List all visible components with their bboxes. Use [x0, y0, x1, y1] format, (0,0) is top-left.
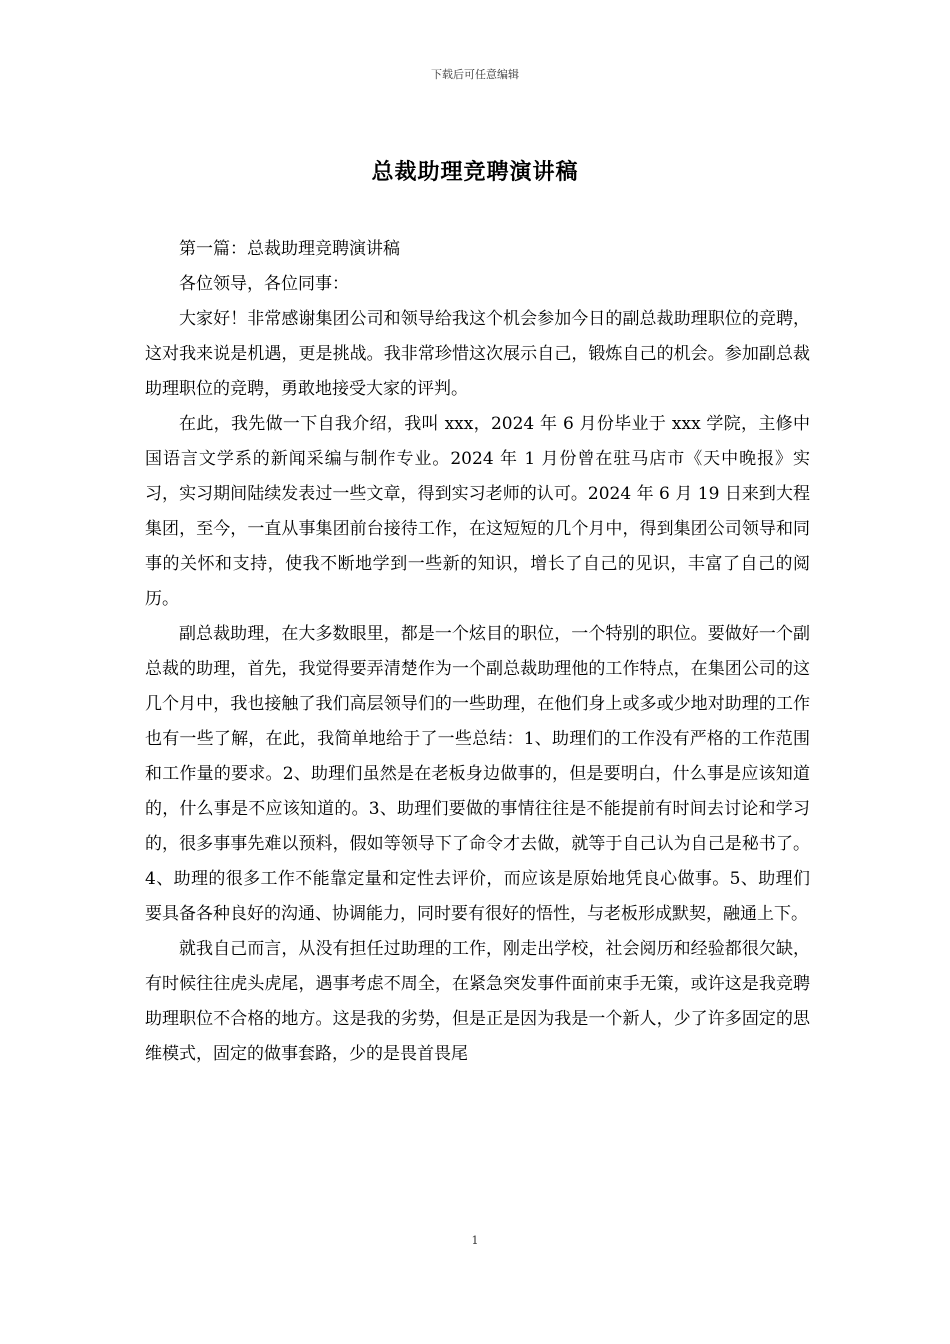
section-heading: 第一篇：总裁助理竞聘演讲稿	[179, 239, 400, 259]
page-number: 1	[471, 1234, 479, 1247]
document-title: 总裁助理竞聘演讲稿	[371, 160, 579, 185]
salutation: 各位领导，各位同事：	[179, 274, 349, 294]
body-paragraph: 在此，我先做一下自我介绍，我叫 xxx，2024 年 6 月份毕业于 xxx 学院，主修中国语言文学系的新闻采编与制作专业。2024 年 1 月份曾在驻马店市《天中晚报》实习，实习期间陆续发表过一些文章，得到实习老师的认可。2024 年 6 月 19 日来到大程集团，至今，一直从事集团前台接待工作，在这短短的几个月中，得到集团公司领导和同事的关怀和支持，使我不断地学到一些新的知识，增长了自己的见识，丰富了自己的阅历。	[145, 414, 810, 609]
body-paragraph: 副总裁助理，在大多数眼里，都是一个炫目的职位，一个特别的职位。要做好一个副总裁的助理，首先，我觉得要弄清楚作为一个副总裁助理他的工作特点，在集团公司的这几个月中，我也接触了我们高层领导们的一些助理，在他们身上或多或少地对助理的工作也有一些了解，在此，我简单地给于了一些总结：1、助理们的工作没有严格的工作范围和工作量的要求。2、助理们虽然是在老板身边做事的，但是要明白，什么事是应该知道的，什么事是不应该知道的。3、助理们要做的事情往往是不能提前有时间去讨论和学习的，很多事事先难以预料，假如等领导下了命令才去做，就等于自己认为自己是秘书了。4、助理的很多工作不能靠定量和定性去评价，而应该是原始地凭良心做事。5、助理们要具备各种良好的沟通、协调能力，同时要有很好的悟性，与老板形成默契，融通上下。	[145, 624, 810, 924]
body-paragraph: 就我自己而言，从没有担任过助理的工作，刚走出学校，社会阅历和经验都很欠缺，有时候往往虎头虎尾，遇事考虑不周全，在紧急突发事件面前束手无策，或许这是我竞聘助理职位不合格的地方。这是我的劣势，但是正是因为我是一个新人，少了许多固定的思维模式，固定的做事套路，少的是畏首畏尾	[145, 939, 810, 1064]
document-body	[145, 232, 810, 1072]
body-paragraph: 大家好！非常感谢集团公司和领导给我这个机会参加今日的副总裁助理职位的竞聘，这对我来说是机遇，更是挑战。我非常珍惜这次展示自己，锻炼自己的机会。参加副总裁助理职位的竞聘，勇敢地接受大家的评判。	[145, 309, 810, 399]
header-note: 下载后可任意编辑	[431, 68, 519, 81]
